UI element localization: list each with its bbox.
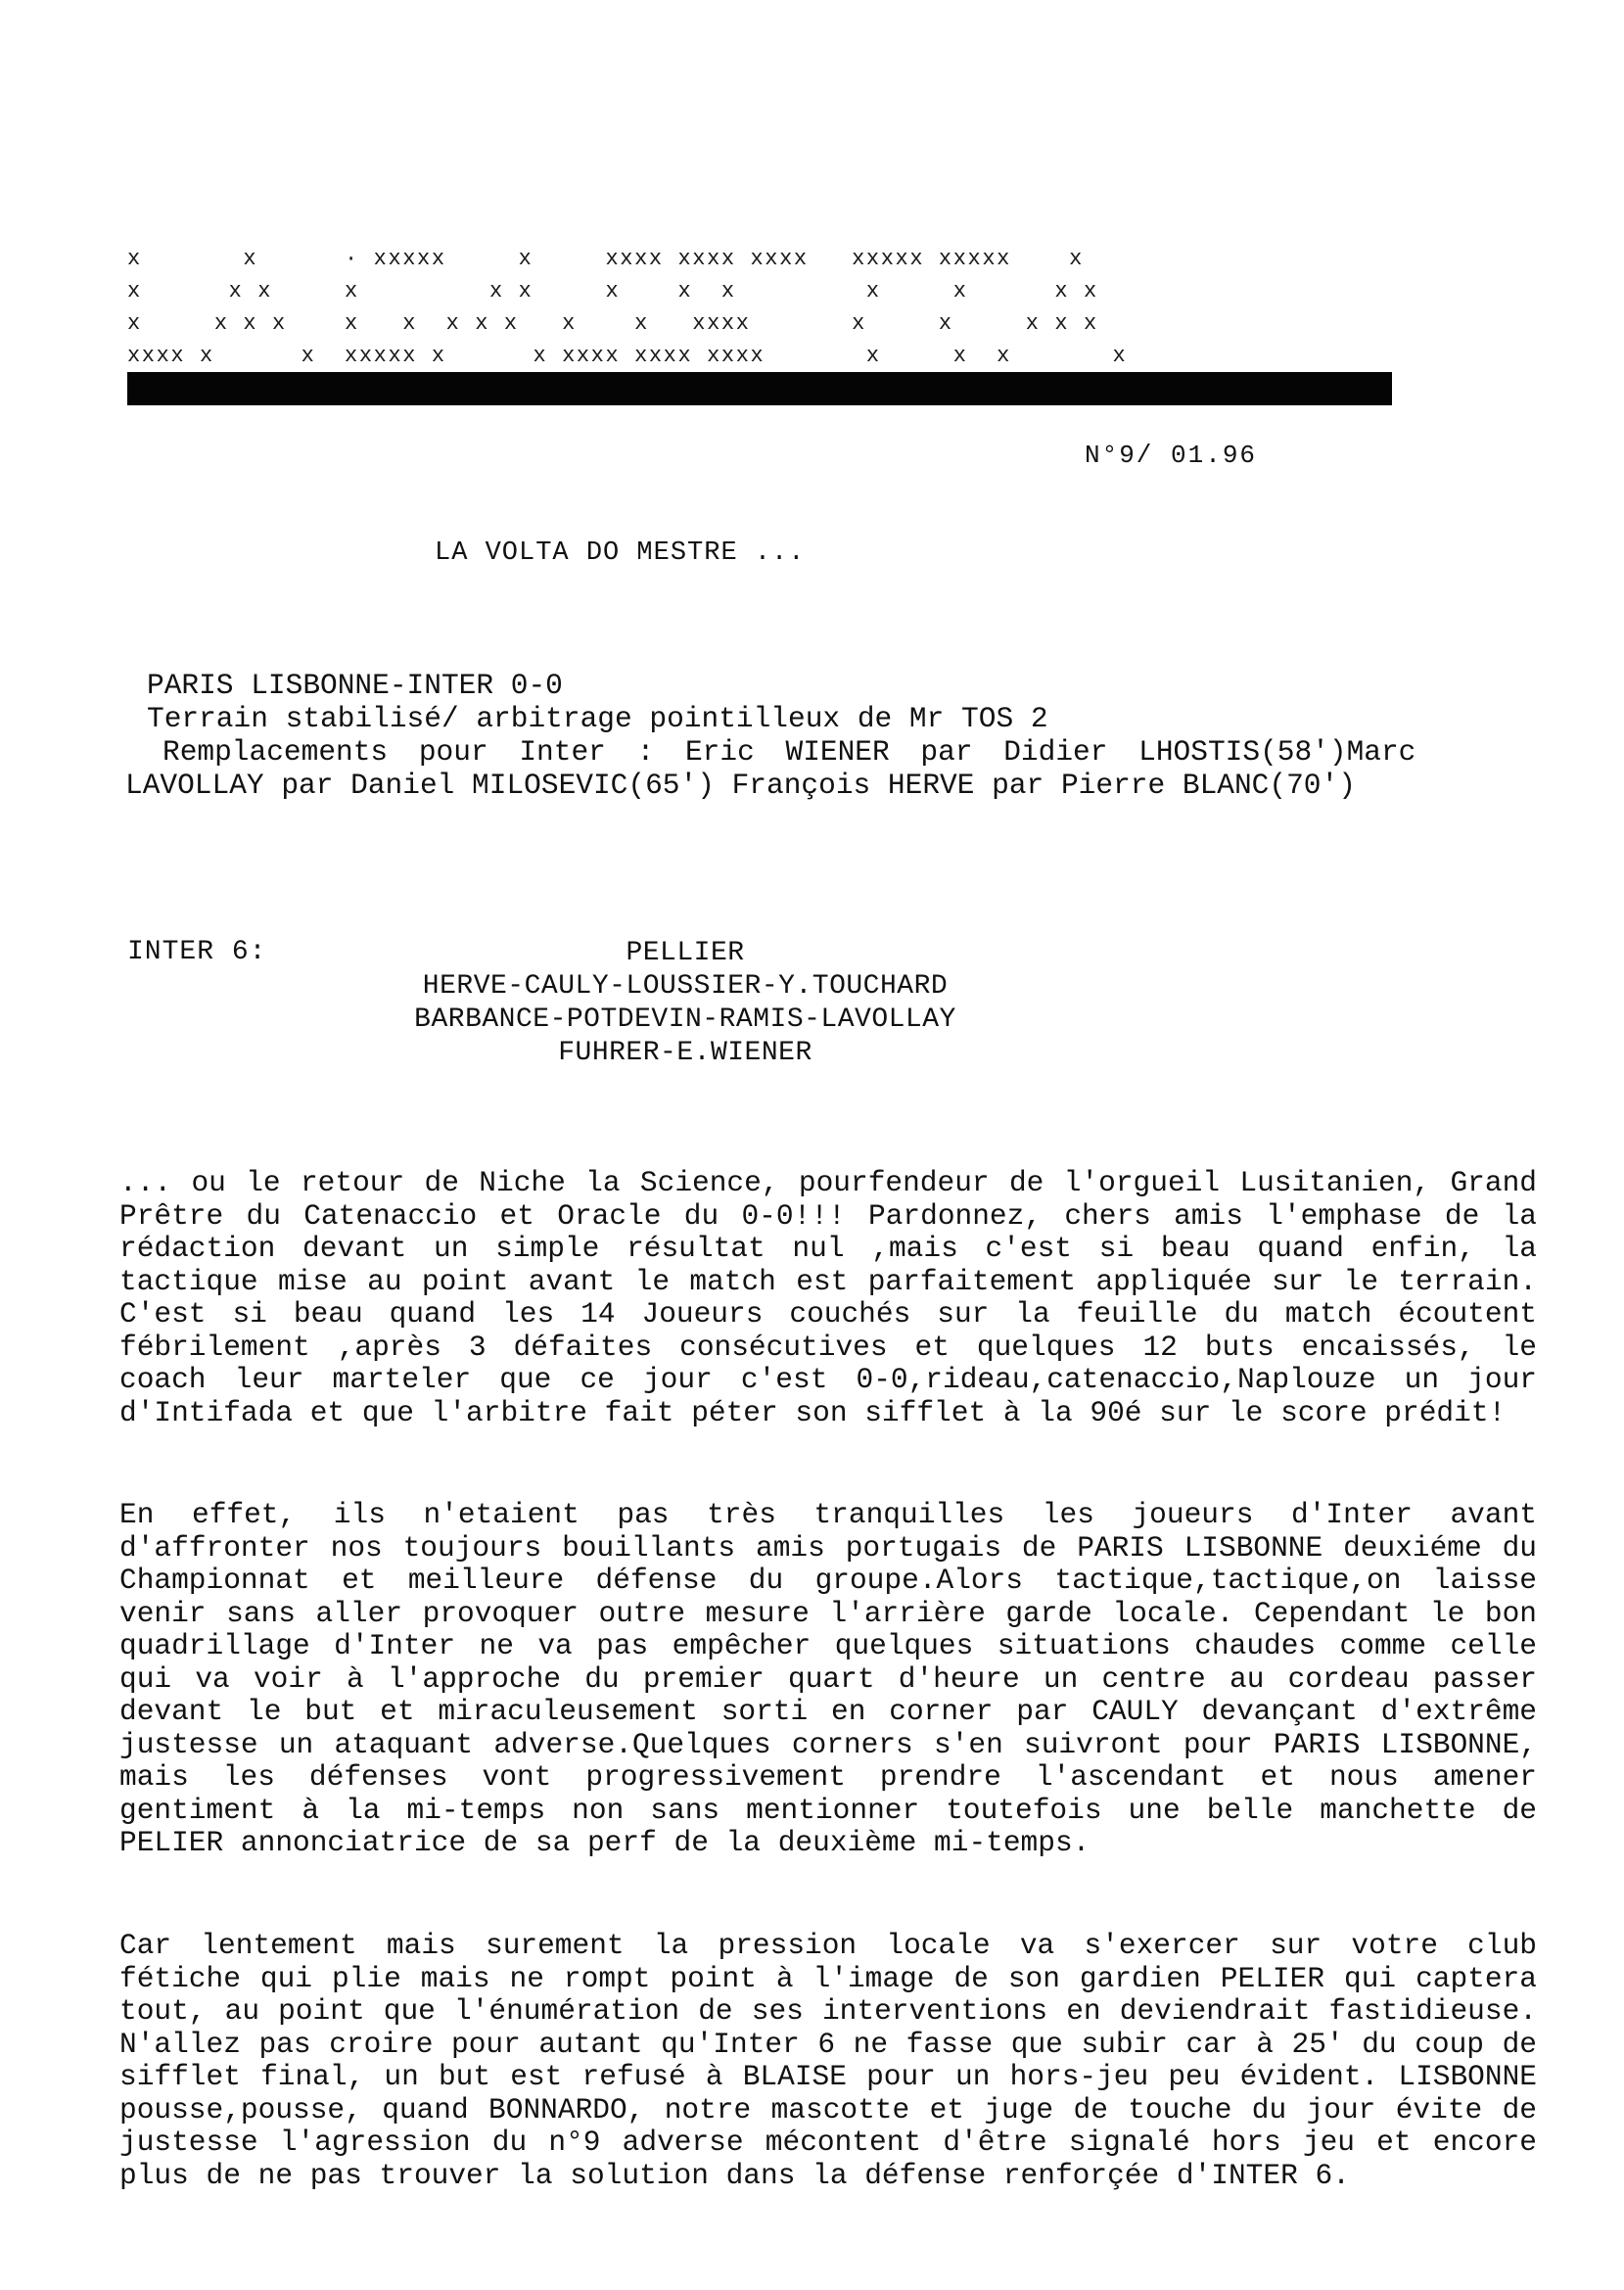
article-headline: LA VOLTA DO MESTRE ... — [435, 538, 806, 568]
team-lineup — [323, 937, 1047, 1070]
masthead-black-bar — [127, 372, 1392, 405]
match-substitutions-cont: LAVOLLAY par Daniel MILOSEVIC(65') François HERVE par Pierre BLANC(70') — [125, 769, 1356, 802]
article-paragraph-2: En effet, ils n'etaient pas très tranquilles les joueurs d'Inter avant d'affronter nos toujours bouillants amis portugais de PARIS LISBONNE deuxiéme du Championnat et meilleure défense du groupe.Alors tactique,tactique,on laisse venir sans aller provoquer outre mesure l'arrière garde locale. Cependant le bon quadrillage d'Inter ne va pas empêcher quelques situations chaudes comme celle qui va voir à l'approche du premier quart d'heure un centre au cordeau passer devant le but et miraculeusement sorti en corner par CAULY devançant d'extrême justesse un ataquant adverse.Quelques corners s'en suivront pour PARIS LISBONNE, mais les défenses vont progressivement prendre l'ascendant et nous amener gentiment à la mi-temps non sans mentionner toutefois une belle manchette de PELIER annonciatrice de sa perf de la deuxième mi-temps. — [119, 1498, 1537, 1859]
match-substitutions: Remplacements pour Inter : Eric WIENER par Didier LHOSTIS(58')Marc — [162, 735, 1416, 769]
lineup-midfielders: BARBANCE-POTDEVIN-RAMIS-LAVOLLAY — [414, 1005, 956, 1035]
lineup-goalkeeper: PELLIER — [626, 938, 745, 968]
lineup-forwards: FUHRER-E.WIENER — [558, 1038, 812, 1068]
match-info — [125, 669, 1545, 802]
team-label: INTER 6: — [127, 937, 267, 967]
masthead-typewriter-logo: x x · xxxxx x xxxx xxxx xxxx xxxxx xxxxx x x x x x x x x x x x x x x x x x x x x x x x x x xxxx x x x x x xxxx x x xxxxx x x xxxx xxxx xxxx x x x x — [127, 247, 1128, 368]
issue-number: N°9/ 01.96 — [1085, 441, 1258, 470]
match-score: PARIS LISBONNE-INTER 0-0 — [147, 669, 563, 702]
lineup-defenders: HERVE-CAULY-LOUSSIER-Y.TOUCHARD — [422, 971, 949, 1002]
match-conditions: Terrain stabilisé/ arbitrage pointilleux de Mr TOS 2 — [147, 702, 1048, 735]
article-paragraph-3: Car lentement mais surement la pression locale va s'exercer sur votre club fétiche qui plie mais ne rompt point à l'image de son gardien PELIER qui captera tout, au point que l'énumération de ses interventions en deviendrait fastidieuse. N'allez pas croire pour autant qu'Inter 6 ne fasse que subir car à 25' du coup de sifflet final, un but est refusé à BLAISE pour un hors-jeu peu évident. LISBONNE pousse,pousse, quand BONNARDO, notre mascotte et juge de touche du jour évite de justesse l'agression du n°9 adverse mécontent d'être signalé hors jeu et encore plus de ne pas trouver la solution dans la défense renforçée d'INTER 6. — [119, 1929, 1537, 2192]
article-paragraph-1: ... ou le retour de Niche la Science, pourfendeur de l'orgueil Lusitanien, Grand Prêtre du Catenaccio et Oracle du 0-0!!! Pardonnez, chers amis l'emphase de la rédaction devant un simple résultat nul ,mais c'est si beau quand enfin, la tactique mise au point avant le match est parfaitement appliquée sur le terrain. C'est si beau quand les 14 Joueurs couchés sur la feuille du match écoutent fébrilement ,après 3 défaites consécutives et quelques 12 buts encaissés, le coach leur marteler que ce jour c'est 0-0,rideau,catenaccio,Naplouze un jour d'Intifada et que l'arbitre fait péter son sifflet à la 90é sur le score prédit! — [119, 1166, 1537, 1429]
